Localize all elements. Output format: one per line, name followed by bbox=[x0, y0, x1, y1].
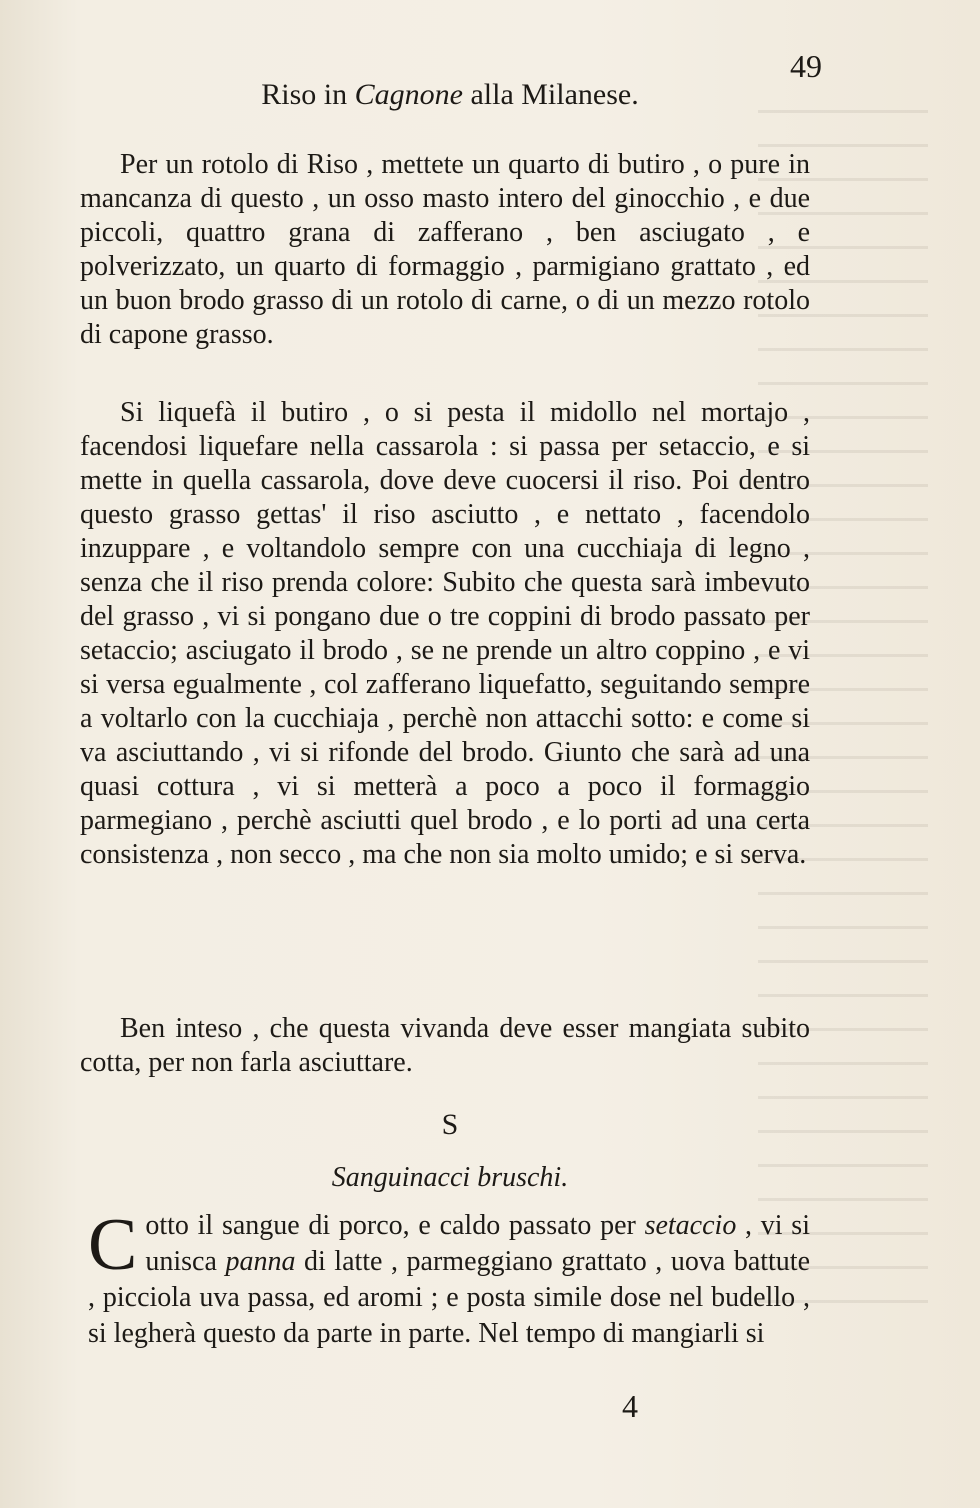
paragraph-part: di latte , parmeggiano grattato , uova battute , picciola uva passa, ed aromi ; e posta simile dose nel budello , si legherà questo da parte in parte. Nel tempo di mangiarli si bbox=[88, 1246, 811, 1349]
section-letter: S bbox=[441, 1108, 459, 1141]
italic-word: panna bbox=[225, 1246, 296, 1277]
paragraph: Ben inteso , che questa vivanda deve esser mangiata subito cotta, per non farla asciuttare. bbox=[80, 1013, 810, 1078]
paragraph-part: , vi si unisca bbox=[145, 1210, 810, 1277]
recipe-heading bbox=[0, 78, 900, 112]
paragraph bbox=[88, 1204, 811, 1352]
recipe-heading-start: Riso in bbox=[261, 78, 355, 111]
recipe-title: Sanguinacci bruschi. bbox=[331, 1162, 569, 1193]
recipe-heading-end: alla Milanese. bbox=[462, 78, 639, 111]
paragraph: Si liquefà il butiro , o si pesta il midollo nel mortajo , facendosi liquefare nella cassarola : si passa per setaccio, e si mette in quella cassarola, dove deve cuocersi il riso. Poi dentro questo grasso gettas' il riso asciutto , e nettato , facendolo inzuppare , e voltandolo sempre con una cucchiaja di legno , senza che il riso prenda colore: Subito che questa sarà imbevuto del grasso , vi si pongano due o tre coppini di brodo passato per setaccio; asciugato il brodo , se ne prende un altro coppino , e vi si versa egualmente , col zafferano liquefatto, seguitando sempre a voltarlo con la cucchiaja , perchè non attacchi sotto: e come si va asciuttando , vi si rifonde del brodo. Giunto che sarà ad una quasi cottura , vi si metterà a poco a poco il formaggio parmegiano , perchè asciutti quel brodo , e lo porti ad una certa consistenza , non secco , ma che non sia molto umido; e si serva. bbox=[80, 397, 810, 870]
italic-word: setaccio bbox=[644, 1210, 737, 1241]
paragraph-part: otto il sangue di porco, e caldo passato per bbox=[145, 1210, 645, 1241]
page-number: 49 bbox=[790, 48, 822, 84]
drop-cap: C bbox=[88, 1204, 138, 1286]
recipe-heading-italic: Cagnone bbox=[354, 78, 463, 111]
signature-mark: 4 bbox=[622, 1388, 638, 1424]
paragraph: Per un rotolo di Riso , mettete un quarto di butiro , o pure in mancanza di questo , un osso masto intero del ginocchio , e due piccoli, quattro grana di zafferano , ben asciugato , e polverizzato, un quarto di formaggio , parmigiano grattato , ed un buon brodo grasso di un rotolo di carne, o di un mezzo rotolo di capone grasso. bbox=[80, 149, 810, 350]
